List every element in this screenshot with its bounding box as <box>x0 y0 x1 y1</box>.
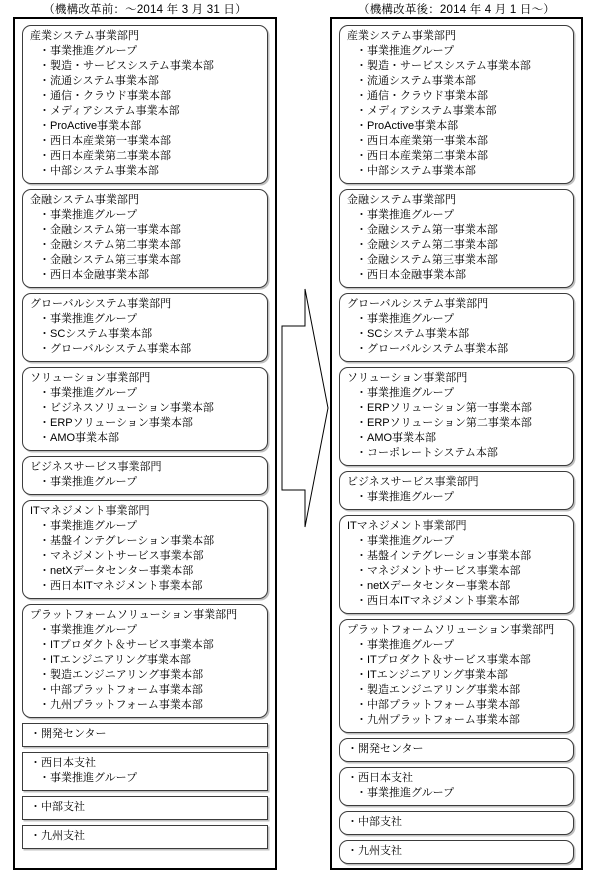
org-unit-item: ・ITプロダクト＆サービス事業本部 <box>39 639 214 651</box>
org-unit-item: ・マネジメントサービス事業本部 <box>39 550 204 562</box>
org-unit-item: ・メディアシステム事業本部 <box>39 105 180 117</box>
org-unit-item: ・流通システム事業本部 <box>356 75 476 87</box>
org-unit-item: ・事業推進グループ <box>39 520 138 532</box>
org-unit-title: ソリューション事業部門 <box>347 372 468 384</box>
org-unit-title: ・九州支社 <box>30 830 85 842</box>
org-unit-item: ・西日本金融事業本部 <box>39 269 149 281</box>
org-unit-title: ・開発センター <box>347 743 424 755</box>
org-unit-box <box>22 25 268 184</box>
org-unit-title: ビジネスサービス事業部門 <box>30 461 162 473</box>
org-unit-title: ・西日本支社 <box>347 772 413 784</box>
org-unit-item: ・AMO事業本部 <box>356 432 437 444</box>
org-unit-title: ソリューション事業部門 <box>30 372 151 384</box>
org-unit-item: ・西日本ITマネジメント事業本部 <box>39 580 203 592</box>
org-unit-box <box>22 293 268 362</box>
org-unit-item: ・グローバルシステム事業本部 <box>356 343 509 355</box>
org-unit-item: ・事業推進グループ <box>356 313 455 325</box>
org-unit-item: ・事業推進グループ <box>39 772 138 784</box>
org-unit-item: ・ERPソリューション第一事業本部 <box>356 402 532 414</box>
org-unit-item: ・中部プラットフォーム事業本部 <box>356 699 520 711</box>
column-title-before: （機構改革前：～2014 年 3 月 31 日） <box>43 4 247 16</box>
org-unit-title: ・西日本支社 <box>30 757 96 769</box>
org-unit-item: ・金融システム第二事業本部 <box>39 239 181 251</box>
org-unit-item: ・事業推進グループ <box>39 624 138 636</box>
org-unit-item: ・流通システム事業本部 <box>39 75 159 87</box>
org-unit-item: ・事業推進グループ <box>39 476 138 488</box>
org-unit-item: ・中部システム事業本部 <box>356 165 476 177</box>
org-unit-item: ・事業推進グループ <box>39 209 138 221</box>
org-unit-item: ・製造エンジニアリング事業本部 <box>39 669 204 681</box>
org-column-before <box>13 17 277 870</box>
org-unit-box <box>22 825 268 849</box>
column-title-after: （機構改革後：2014 年 4 月 1 日～） <box>358 4 555 16</box>
org-unit-box <box>22 723 268 747</box>
org-unit-box <box>339 293 574 362</box>
transition-arrow-icon <box>281 288 329 528</box>
org-unit-title: 産業システム事業部門 <box>347 30 456 42</box>
org-unit-item: ・ITエンジニアリング事業本部 <box>39 654 191 666</box>
org-unit-item: ・基盤インテグレーション事業本部 <box>39 535 215 547</box>
org-unit-item: ・中部プラットフォーム事業本部 <box>39 684 203 696</box>
org-unit-item: ・ITプロダクト＆サービス事業本部 <box>356 654 531 666</box>
org-unit-item: ・金融システム第二事業本部 <box>356 239 498 251</box>
org-unit-title: プラットフォームソリューション事業部門 <box>347 624 555 636</box>
org-unit-box <box>22 189 268 288</box>
org-column-after-body <box>339 25 574 869</box>
org-unit-item: ・通信・クラウド事業本部 <box>356 90 488 102</box>
org-unit-item: ・マネジメントサービス事業本部 <box>356 565 521 577</box>
org-unit-title: グローバルシステム事業部門 <box>30 298 172 310</box>
org-unit-title: プラットフォームソリューション事業部門 <box>30 609 238 621</box>
org-unit-item: ・netXデータセンター事業本部 <box>356 580 511 592</box>
org-unit-box <box>339 811 574 835</box>
org-unit-item: ・基盤インテグレーション事業本部 <box>356 550 532 562</box>
org-unit-title: 金融システム事業部門 <box>30 194 139 206</box>
org-unit-item: ・金融システム第一事業本部 <box>356 224 498 236</box>
org-unit-item: ・AMO事業本部 <box>39 432 120 444</box>
org-unit-item: ・netXデータセンター事業本部 <box>39 565 194 577</box>
org-unit-box <box>339 471 574 510</box>
org-unit-item: ・事業推進グループ <box>356 45 455 57</box>
org-unit-item: ・事業推進グループ <box>356 787 455 799</box>
org-unit-item: ・ProActive事業本部 <box>39 120 142 132</box>
org-unit-item: ・事業推進グループ <box>356 491 455 503</box>
org-unit-item: ・事業推進グループ <box>39 387 138 399</box>
org-unit-box <box>22 367 268 451</box>
org-unit-box <box>22 752 268 791</box>
org-unit-item: ・グローバルシステム事業本部 <box>39 343 192 355</box>
org-unit-title: 産業システム事業部門 <box>30 30 139 42</box>
org-unit-item: ・西日本ITマネジメント事業本部 <box>356 595 520 607</box>
org-unit-item: ・金融システム第三事業本部 <box>356 254 498 266</box>
org-unit-box <box>22 796 268 820</box>
org-unit-item: ・ITエンジニアリング事業本部 <box>356 669 508 681</box>
org-unit-item: ・九州プラットフォーム事業本部 <box>356 714 520 726</box>
org-unit-item: ・西日本産業第二事業本部 <box>356 150 488 162</box>
org-column-after <box>330 17 583 870</box>
org-unit-box <box>22 456 268 495</box>
org-unit-title: ・中部支社 <box>30 801 85 813</box>
org-unit-item: ・事業推進グループ <box>356 535 455 547</box>
org-unit-box <box>339 515 574 614</box>
org-unit-item: ・西日本産業第一事業本部 <box>39 135 171 147</box>
org-unit-item: ・事業推進グループ <box>39 313 138 325</box>
org-unit-box <box>339 738 574 762</box>
org-unit-item: ・SCシステム事業本部 <box>39 328 153 340</box>
org-column-before-body <box>22 25 268 854</box>
org-unit-title: ビジネスサービス事業部門 <box>347 476 479 488</box>
org-unit-item: ・事業推進グループ <box>356 209 455 221</box>
org-unit-box <box>339 619 574 733</box>
org-unit-item: ・通信・クラウド事業本部 <box>39 90 171 102</box>
org-unit-box <box>339 189 574 288</box>
org-unit-box <box>339 767 574 806</box>
org-unit-box <box>22 500 268 599</box>
org-unit-title: ITマネジメント事業部門 <box>347 520 467 532</box>
org-unit-item: ・中部システム事業本部 <box>39 165 159 177</box>
org-unit-item: ・西日本産業第一事業本部 <box>356 135 488 147</box>
org-unit-item: ・金融システム第三事業本部 <box>39 254 181 266</box>
org-unit-item: ・事業推進グループ <box>39 45 138 57</box>
org-unit-item: ・メディアシステム事業本部 <box>356 105 497 117</box>
org-unit-box <box>339 840 574 864</box>
org-unit-title: ・中部支社 <box>347 816 402 828</box>
org-unit-box <box>339 25 574 184</box>
org-unit-title: 金融システム事業部門 <box>347 194 456 206</box>
org-unit-item: ・金融システム第一事業本部 <box>39 224 181 236</box>
org-unit-box <box>22 604 268 718</box>
org-unit-item: ・製造エンジニアリング事業本部 <box>356 684 521 696</box>
org-unit-item: ・西日本金融事業本部 <box>356 269 466 281</box>
org-unit-item: ・西日本産業第二事業本部 <box>39 150 171 162</box>
org-unit-item: ・製造・サービスシステム事業本部 <box>356 60 531 72</box>
org-unit-item: ・九州プラットフォーム事業本部 <box>39 699 203 711</box>
org-unit-title: ITマネジメント事業部門 <box>30 505 150 517</box>
org-unit-title: ・開発センター <box>30 728 107 740</box>
org-unit-item: ・コーポレートシステム本部 <box>356 447 498 459</box>
org-unit-item: ・SCシステム事業本部 <box>356 328 470 340</box>
org-unit-title: ・九州支社 <box>347 845 402 857</box>
org-unit-item: ・事業推進グループ <box>356 639 455 651</box>
org-unit-box <box>339 367 574 466</box>
org-unit-item: ・ERPソリューション第二事業本部 <box>356 417 532 429</box>
org-unit-item: ・ビジネスソリューション事業本部 <box>39 402 214 414</box>
org-unit-item: ・事業推進グループ <box>356 387 455 399</box>
org-unit-item: ・ProActive事業本部 <box>356 120 459 132</box>
org-unit-title: グローバルシステム事業部門 <box>347 298 489 310</box>
org-unit-item: ・製造・サービスシステム事業本部 <box>39 60 214 72</box>
org-unit-item: ・ERPソリューション事業本部 <box>39 417 193 429</box>
